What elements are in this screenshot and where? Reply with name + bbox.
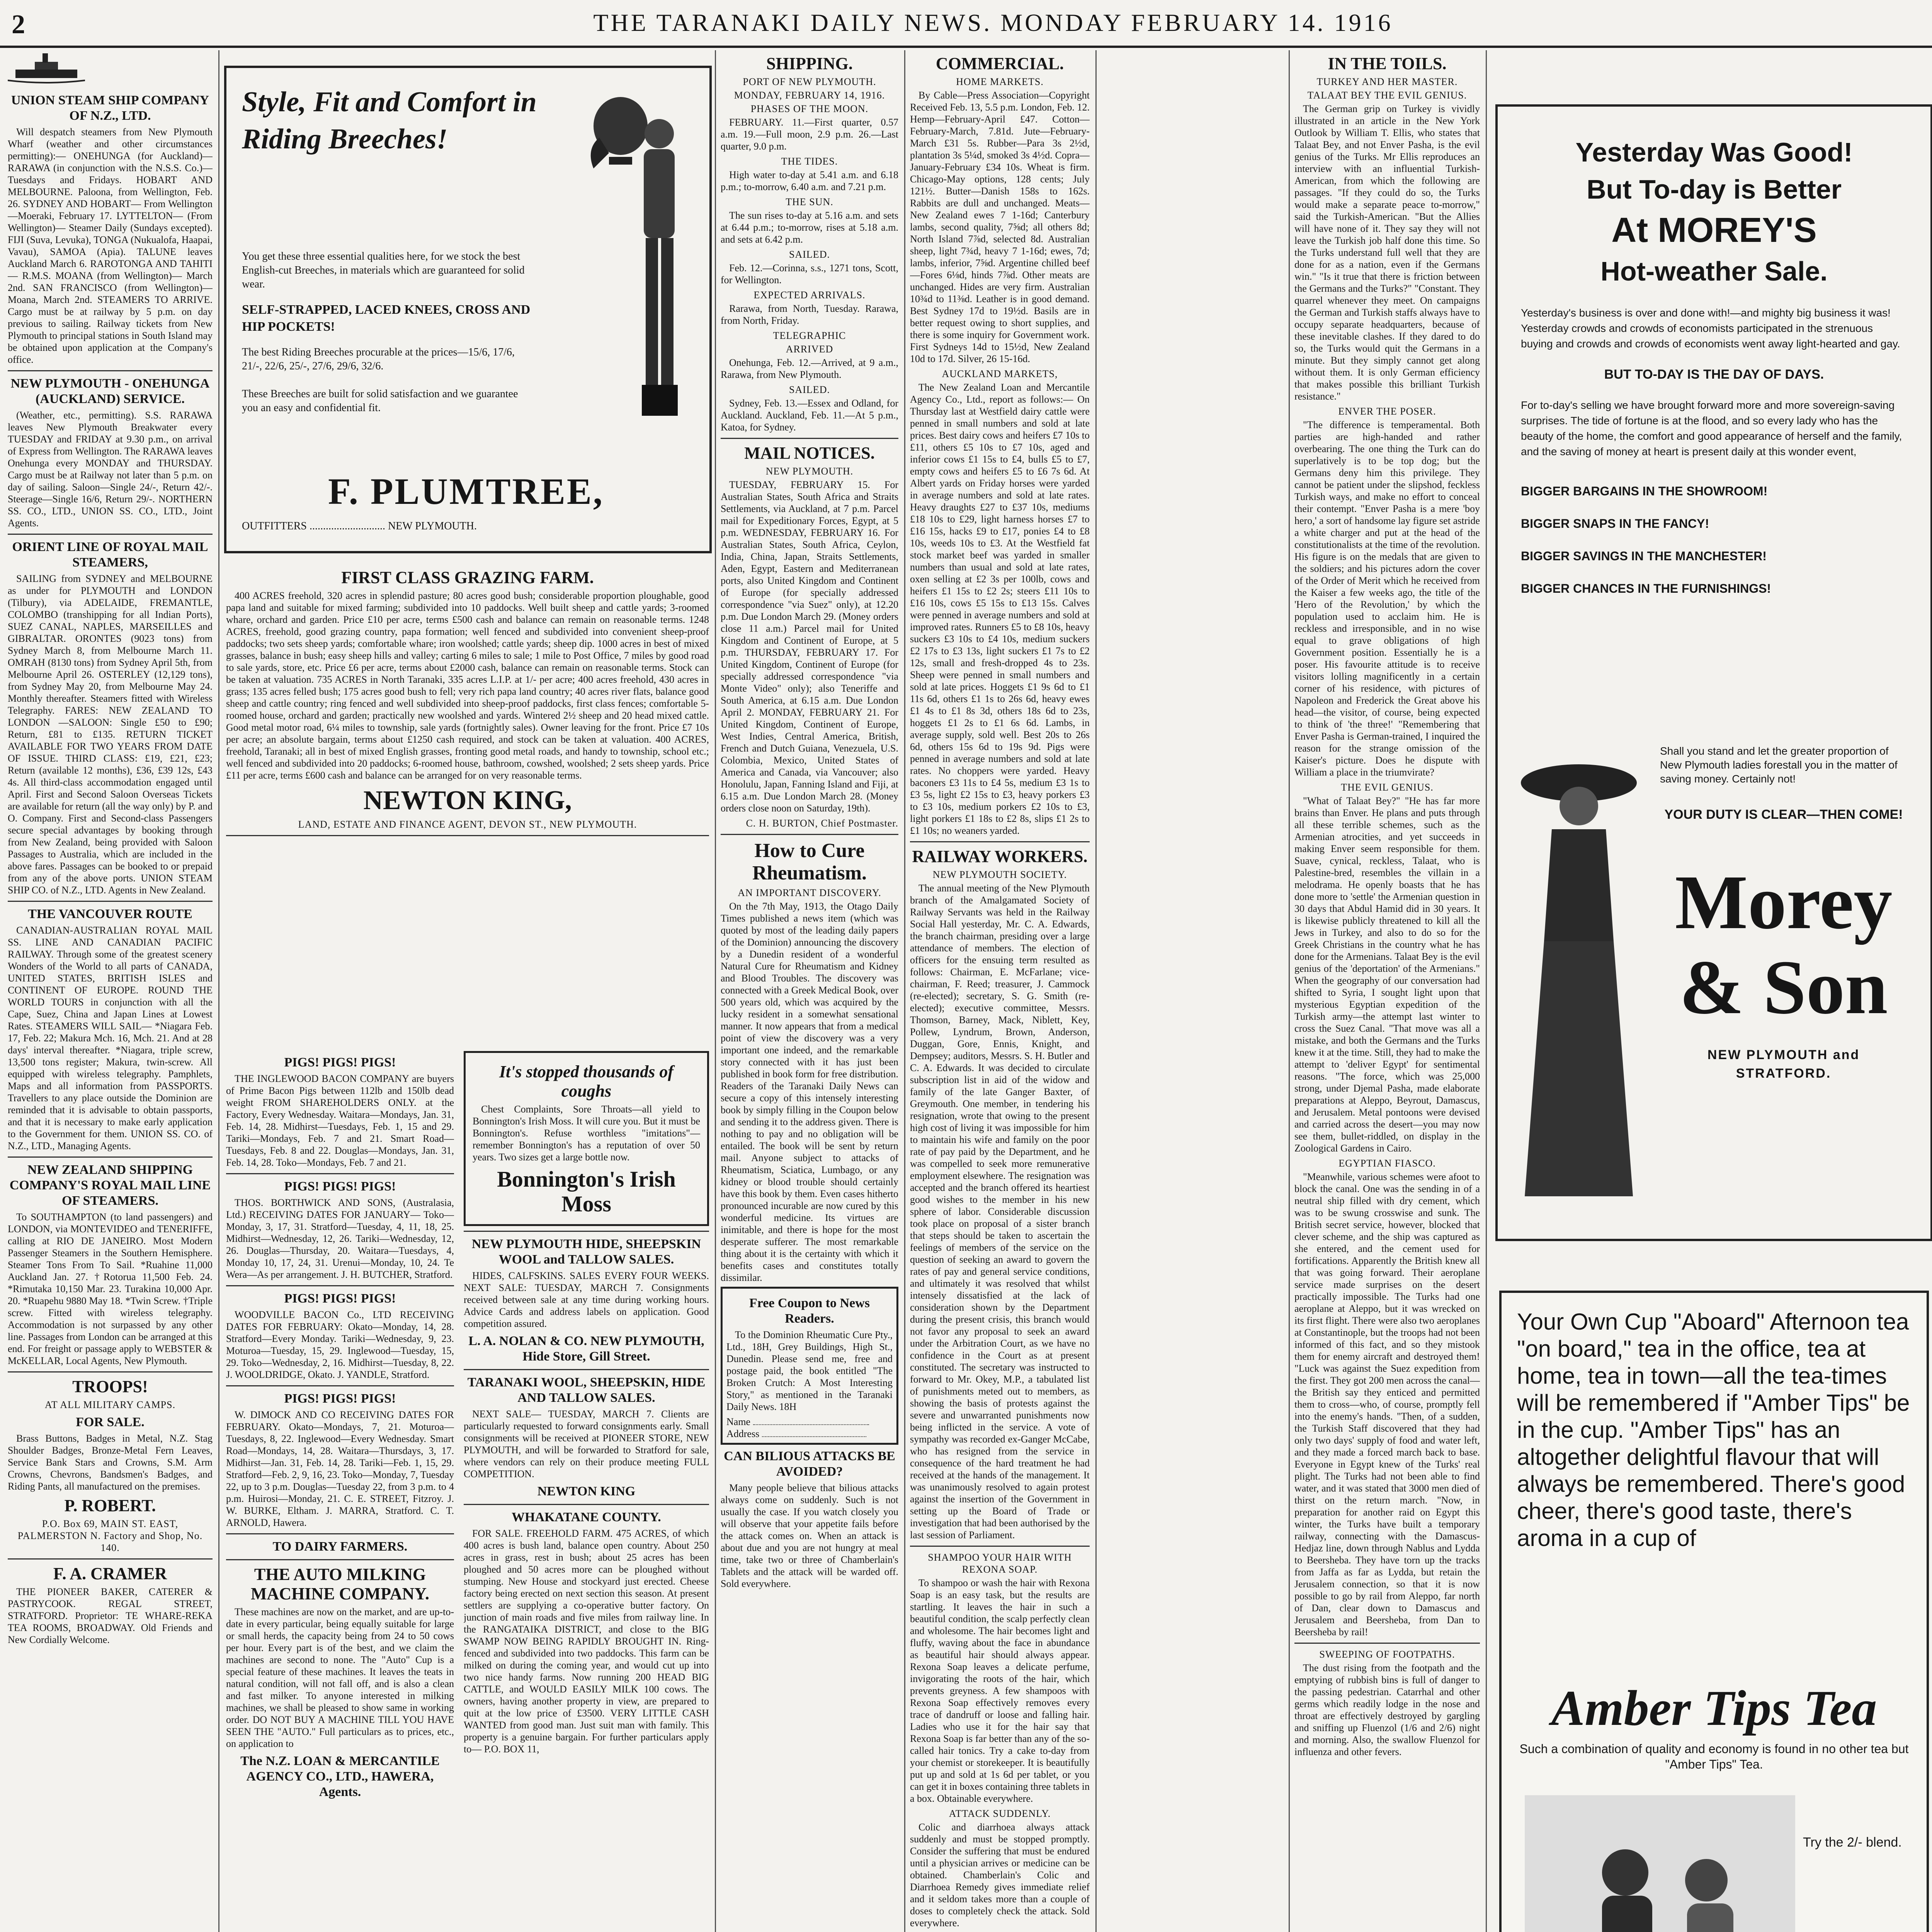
shampoo-heading: SHAMPOO YOUR HAIR WITH REXONA SOAP. — [928, 1552, 1072, 1575]
masthead-rule — [0, 46, 1932, 48]
separator — [464, 1231, 709, 1232]
footpaths-heading: SWEEPING OF FOOTPATHS. — [1319, 1649, 1455, 1660]
morey-bargain-manchester: BIGGER SAVINGS IN THE MANCHESTER! — [1521, 549, 1767, 563]
hide-body: HIDES, CALFSKINS. SALES EVERY FOUR WEEKS. NEXT SALE: TUESDAY, MARCH 7. Consignments received between sale at any time during working hours. Advice Cards and address labels on application. Good competition assured. — [464, 1270, 709, 1329]
union-body: Will despatch steamers from New Plymouth Wharf (weather and other circumstances permitting):— ONEHUNGA (for Auckland)— RARAWA (in conjunction with the N.S.S. Co.)—Tuesdays and Fridays. HOBART AND MELBOURNE. Paloona, from Wellington, Feb. 26. SYDNEY AND HOBART— From Wellington—Moeraki, February 17. LYTTELTON— (From Wellington)— Steamer Daily (Sundays excepted). FIJI (Suva, Levuka), TONGA (Nukualofa, Haapai, Vavau), SAMOA (Apia). TALUNE leaves Auckland March 6. RAROTONGA AND TAHITI— R.M.S. MOANA (from Wellington)— March 2nd. SAN FRANCISCO (from Wellington)— Moana, March 2nd. STEAMERS TO ARRIVE. Cargo must be at railway by 5 p.m. on day previous to sailing. Railway tickets from New Plymouth to principal stations in South Island may be obtained upon application at the Company's office. — [8, 126, 213, 365]
fiasco-body: "Meanwhile, various schemes were afoot to block the canal. One was the sending in of a neutral ship filled with dry cement, which was to be swung crosswise and sunk. The British secret service, however, blocked that clever scheme, and the ship was captured as she entered, and the cement used for fortifications. Apparently the British knew all that was going forward. Their aeroplane service made surprises on the desert practically impossible. The Turks had one aeroplane at Aleppo, but it was wrecked on its first flight. There were also two aeroplanes at Constantinople, but the troops had not been informed of this fact, and so they mistook them for enemy aircraft and destroyed them! "Luck was against the Suez expedition from the first. They got 200 men across the canal—the British say they enticed and permitted them to cross—who, of course, promptly fell into the enemy's hands. "Then, of a sudden, the Turkish Staff discovered that they had only two days' supply of food and water left, and they made a forced march back to base. Everyone in Egypt knew of the Turks' real plight. The Turks had not been able to find water, and it was stated that 3000 men died of thirst on the return march. "Now, in preparation for another raid on Egypt this winter, the Turks have built a temporary railway, connecting with the Damascus-Hedjaz line, down through Nablus and Lydda to Beersheba. They have torn up the tracks from Jaffa as far as Lydda, but retain the Jerusalem connection, so that it is now possible to go by rail from Aleppo, far north of Dan, clear down to Damascus and Jerusalem and Beersheba, from Dan to Beersheba by rail! — [1294, 1171, 1480, 1638]
farm-body: 400 ACRES freehold, 320 acres in splendid pasture; 80 acres good bush; considerable proportion ploughable, good papa land and suitable for mixed farming; subdivided into 10 paddocks. Well built sheep and cattle yards; 3-roomed whare, orchard and garden. Price £10 per acre, terms £500 cash and balance can remain on reasonable terms. 1248 ACRES, freehold, good grazing country, papa formation; well fenced and subdivided into convenient sheep-proof paddocks; two sets sheep yards; comfortable whare; iron woolshed; cattle yards; sheep dip. 1000 acres in best of mixed grasses, balance in bush; easy sheep hills and valley; carting 6 miles to sale; 1 mile to Post Office, 7 miles by good road to sale yards, store, etc. Price £6 per acre, terms about £2000 cash, balance can remain on reasonable terms. Stock can be taken at valuation. 735 ACRES in North Taranaki, 335 acres L.I.P. at 1/- per acre; 400 acres freehold, 430 acres in grass; 135 acres felled bush; 175 acres good bush to fell; very rich papa land country; 40 acres river flats, balance good sheep and cattle country; ring fenced and well subdivided into sheep-proof paddocks, first class fences; comfortable 5-roomed house, orchard and garden; practically new woolshed and yards. Wintered 2½ sheep and 20 head mixed cattle. Good metal motor road, 6¼ miles to township, sale yards (fortnightly sales). Owner leaving for the front. Price £7 10s per acre; an absolute bargain, terms about £1250 cash required, and stock can be taken at valuation. 400 ACRES, freehold, Taranaki; all in best of mixed English grasses, fronting good metal roads, and handy to township, school etc.; well fenced and subdivided into 20 paddocks; 6-roomed house, bathroom, cowshed, woolshed; 2 sets sheep yards. Price £11 per acre, terms £600 cash and balance can be arranged for on very reasonable terms. — [226, 590, 709, 781]
separator — [8, 1371, 213, 1372]
vancouver-body: CANADIAN-AUSTRALIAN ROYAL MAIL SS. LINE AND CANADIAN PACIFIC RAILWAY. Through some of the greatest scenery Wonders of the World to all parts of CANADA, UNITED STATES, BRITISH ISLES and CONTINENT OF EUROPE. ROUND THE WORLD TOURS in conjunction with all the Cape, Suez, China and Japan Lines at Lowest Rates. STEAMERS WILL SAIL— *Niagara Feb. 17, Feb. 22; Makura Mch. 16, Mch. 21. And at 28 days' interval thereafter. *Niagara, triple screw, 13,500 tons register; Makura, twin-screw. All equipped with wireless telegraphy. Pamphlets, Maps and all information from PASSPORTS. Travellers to any place outside the Dominion are reminded that it is advisable to obtain passports, and that it is necessary to make early application to the Government for them. UNION SS. CO. of N.Z., LTD., Managing Agents. — [8, 925, 213, 1151]
separator — [464, 1369, 709, 1370]
column-commercial — [910, 50, 1090, 1932]
coupon-name-label: Name — [726, 1416, 751, 1427]
column-divider — [218, 50, 219, 1932]
toils-heading: IN THE TOILS. — [1328, 54, 1447, 73]
port-date: MONDAY, FEBRUARY 14, 1916. — [734, 90, 885, 101]
morey-banner: BUT TO-DAY IS THE DAY OF DAYS. — [1604, 367, 1824, 382]
masthead — [0, 0, 1932, 46]
column-divider — [904, 50, 905, 1932]
riding-breeches-ad — [224, 66, 712, 553]
column-in-the-toils — [1294, 50, 1480, 1932]
talaat-heading: TALAAT BEY THE EVIL GENIUS. — [1307, 90, 1467, 101]
troops-subheading: AT ALL MILITARY CAMPS. — [44, 1399, 176, 1410]
morey-brand2: & Son — [1679, 945, 1888, 1030]
enver-body: "The difference is temperamental. Both parties are high-handed and rather overbearing. The one thing the Turk can do superlatively is to be top dog; but the Germans deny him this privilege. They cannot be patient under the slipshod, feckless Turkish ways, and make no effort to conceal their contempt. "Enver Pasha is a mere 'boy hero,' a sort of handsome lay figure set astride a white charger and put at the head of the constitutionalists at the time of the revolution. His figure is on the medals that are given to the soldiers; and his pictures adorn the cover of the Order of Merit which he received from the Kaiser a few weeks ago, the title of the 'Hero of the Revolution,' by which the population used to acclaim him. He is reckless and irresponsible, and in no wise equal to grave obligations of high Government position. Essentially he is a poser. His favourite attitude is to receive visitors lolling magnificently in a certain corner of his residence, with pictures of Napoleon and Frederick the Great above his head—the visitor, of course, being expected to think of 'the three!' "Remembering that Enver Pasha is German-trained, I inquired the reason for the strange omission of the Kaiser's picture. Does he dispute with William a place in the triumvirate? — [1294, 419, 1480, 778]
morey-para2: For to-day's selling we have brought forward more and more sovereign-saving surprises. The tide of fortune is at the flood, and so every lady who has the beauty of the home, the comfort and good appearance of herself and the family, and the saving of money at heart is present daily at this wonder event, — [1521, 399, 1902, 457]
genius-body: "What of Talaat Bey?" "He has far more brains than Enver. He plans and puts through all these terrible schemes, such as the Armenian atrocities, and yet succeeds in making Enver seem responsible for them. Suave, cynical, reckless, Talaat, who is Palestine-bred, resembles the villain in a melodrama. He openly boasts that he has done more to 'settle' the Armenian question in 30 days that Abdul Hamid did in 30 years. It is likewise publicly threatened to kill all the Jews in Turkey, and also to do so for the Greek Christians in the country what he has done for the Armenians. Talaat Bey is the evil genius of the 'deportation' of the Armenians." When the geography of our conversation had shifted to Syria, I sought light upon that mysterious Egyptian expedition of the Turkish army—the attempt last winter to cross the Suez Canal. "That move was all a mistake, and both the Germans and the Turks knew it at the time. Still, they had to make the attempt to 'deliver Egypt' for sentimental reasons. "The force, which was 25,000 strong, under Djemal Pasha, made elaborate preparations at Aleppo, Beyrout, Damascus, and Jerusalem. Metal pontoons were devised and carried across the desert—you may now see them, bullet-riddled, on display in the Zoological Gardens in Cairo. — [1294, 795, 1480, 1154]
whakatane-heading: WHAKATANE COUNTY. — [512, 1510, 661, 1524]
morey-bargain-showroom: BIGGER BARGAINS IN THE SHOWROOM! — [1521, 484, 1768, 498]
genius-heading: THE EVIL GENIUS. — [1341, 782, 1434, 793]
milking-agent: The N.Z. LOAN & MERCANTILE AGENCY CO., LTD., HAWERA, Agents. — [240, 1754, 440, 1799]
morey-line2: But To-day is Better — [1587, 174, 1842, 204]
morey-line4: Hot-weather Sale. — [1600, 256, 1828, 286]
breeches-assurance: These Breeches are built for solid satisfaction and we guarantee you an easy and confidential fit. — [242, 388, 518, 414]
pigs2-heading: PIGS! PIGS! PIGS! — [284, 1179, 396, 1194]
coupon-heading: Free Coupon to News Readers. — [749, 1296, 870, 1326]
sun-heading: THE SUN. — [786, 196, 833, 207]
enver-heading: ENVER THE POSER. — [1338, 406, 1436, 417]
amber-try: Try the 2/- blend. — [1803, 1835, 1902, 1850]
pigs1-heading: PIGS! PIGS! PIGS! — [284, 1055, 396, 1070]
tallow-heading: TARANAKI WOOL, SHEEPSKIN, HIDE AND TALLOW SALES. — [467, 1375, 706, 1405]
coughs-ad — [464, 1051, 709, 1226]
pigs3-heading: PIGS! PIGS! PIGS! — [284, 1291, 396, 1306]
separator — [910, 841, 1090, 842]
port-heading: PORT OF NEW PLYMOUTH. — [743, 76, 876, 87]
morey-duty: YOUR DUTY IS CLEAR—THEN COME! — [1664, 807, 1903, 822]
auckland-markets-body: The New Zealand Loan and Mercantile Agency Co., Ltd., report as follows:— On Thursday last at Westfield dairy cattle were penned in small numbers and sold at late prices. Best dairy cows and heifers £7 10s to £11, others £5 10s to £7 10s, aged and inferior cows £1 15s to £4, bulls £5 to £7, empty cows and heifers £5 to £6 7s 6d. At Albert yards on Friday horses were yarded in average numbers and sold at late rates. Heavy draughts £27 to £37 10s, mediums £18 10s to £29, light harness horses £7 to £16 15s, hacks £9 to £17, ponies £4 to £8 10s, weeds 10s to £3. At the Westfield fat stock market beef was yarded in smaller numbers than usual and sold at late rates, oxen selling at £2 3s per 100lb, cows and heifers £1 15s to £2 2s; steers £11 10s to £16 10s, cows £5 15s to £13 15s. Calves were penned in average numbers and sold at improved rates. Runners £5 to £8 10s, heavy suckers £3 10s to £4 10s, medium suckers £2 17s to £3 13s, light suckers £1 7s to £2 12s, small and fresh-dropped 4s to 23s. Sheep were penned in small numbers and sold at late prices. Hoggets £1 9s 6d to £1 11s 6d, others £1 1s to 26s 6d, heavy ewes £1 4s to £1 8s 3d, others 18s 6d to 23s, hoggets £1 2s to £1 6s 6d. Lambs, in average supply, sold well. Best 20s to 26s 6d, others 15s 6d to 19s 9d. Pigs were penned in average numbers and sold at late rates. No choppers were yarded. Heavy baconers £3 11s to £4 5s, medium £3 1s to £3 5s, light £2 15s to £3, heavy porkers £3 to £3 10s, medium porkers £2 10s to £3, light porkers £1 18s to £2 8s, slips £1 2s to £1 10s; no weaners yarded. — [910, 382, 1090, 836]
hide-heading: NEW PLYMOUTH HIDE, SHEEPSKIN WOOL and TALLOW SALES. — [471, 1237, 701, 1267]
separator — [226, 835, 709, 836]
arrivals-heading: EXPECTED ARRIVALS. — [753, 289, 866, 301]
separator — [226, 1285, 454, 1286]
separator — [721, 438, 898, 439]
moon-body: FEBRUARY. 11.—First quarter, 0.57 a.m. 19.—Full moon, 2.9 p.m. 26.—Last quarter, 9.0 p.m. — [721, 117, 898, 152]
coughs-brand: Bonnington's Irish Moss — [497, 1167, 676, 1216]
separator — [464, 1504, 709, 1505]
fiasco-heading: EGYPTIAN FIASCO. — [1338, 1158, 1436, 1169]
morey-sale-ad — [1495, 104, 1932, 1241]
cramer-name: F. A. CRAMER — [53, 1564, 167, 1583]
newton-king-name: NEWTON KING, — [363, 786, 572, 815]
newton-king-address: LAND, ESTATE AND FINANCE AGENT, DEVON ST., NEW PLYMOUTH. — [298, 819, 637, 830]
troops-heading: TROOPS! — [72, 1377, 148, 1396]
sun-body: The sun rises to-day at 5.16 a.m. and sets at 6.44 p.m.; to-morrow, rises at 5.18 a.m. and sets at 6.42 p.m. — [721, 210, 898, 245]
morey-line1: Yesterday Was Good! — [1575, 137, 1853, 167]
morey-para3: Shall you stand and let the greater proportion of New Plymouth ladies forestall you in the matter of saving money. Certainly not! — [1660, 745, 1898, 785]
bilious-heading: CAN BILIOUS ATTACKS BE AVOIDED? — [724, 1449, 895, 1479]
amber-lead: Your Own Cup "Aboard" Afternoon tea "on board," tea in the office, tea at home, tea in town—all the tea-times will be remembered if "Amber Tips" be in the cup. "Amber Tips" has an altogether delightful flavour that will always be remembered. There's good cheer, there's good taste, there's aroma in a cup of — [1517, 1309, 1910, 1551]
talaat-body: The German grip on Turkey is vividly illustrated in an article in the New York Outlook by William T. Ellis, who states that Talaat Bey, and not Enver Pasha, is the evil genius of the Turks. Mr Ellis reproduces an interview with an influential Turkish-American, from which the following are passages. "If they could do so, the Turks would make a separate peace to-morrow," said the Turkish-American. "But the Allies will have none of it. They say they will not leave the Turkish job half done this time. So the Turks understand full well that they are done for as a nation, even if the Germans win." "Is it true that there is friction between the Germans and the Turks?" "Constant. They quarrel whenever they meet. On campaigns the German and Turkish staffs always have to occupy separate headquarters, because of these inevitable clashes. If they dared to do so, the Turks would quit the Germans in a minute. But they simply cannot get along without them. It is only German efficiency that makes possible this brilliant Turkish resistance." — [1294, 103, 1480, 402]
coupon-body: To the Dominion Rheumatic Cure Pty., Ltd., 18H, Grey Buildings, High St., Dunedin. Please send me, free and postage paid, the book entitled "The Broken Crutch: A Most Interesting Story," as mentioned in the Taranaki Daily News. 18H — [726, 1329, 893, 1412]
amber-tips-ad — [1499, 1291, 1929, 1932]
telegraphic-heading: TELEGRAPHIC — [773, 330, 846, 341]
attack-heading: ATTACK SUDDENLY. — [949, 1808, 1051, 1819]
robert-name: P. ROBERT. — [64, 1496, 156, 1515]
dairy-heading: TO DAIRY FARMERS. — [272, 1539, 408, 1554]
robert-address: P.O. Box 69, MAIN ST. EAST, PALMERSTON N. Factory and Shop, No. 140. — [17, 1518, 203, 1553]
column-divider — [1095, 50, 1097, 1932]
amber-brand: Amber Tips Tea — [1551, 1680, 1877, 1736]
farm-heading: FIRST CLASS GRAZING FARM. — [341, 568, 594, 587]
steamship-icon — [8, 50, 85, 85]
whakatane-body: FOR SALE. FREEHOLD FARM. 475 ACRES, of which 400 acres is bush land, balance open country. About 250 acres in grass, rest in bush; about 25 acres has been ploughed and 50 acres more can be ploughed without stumping. New House and stockyard just erected. Cheese factory being erected on next section this season. At present settlers are supplying a co-operative butter factory. On junction of main roads and five miles from railway line. In the RANGATAIKA DISTRICT, and close to the BIG SWAMP NOW BEING RAPIDLY BROUGHT IN. Ring-fenced and subdivided into two paddocks. This farm can be milked on during the coming year, and would cut up into two nice handy farms. Now running 200 HEAD BIG CATTLE, and WOULD EASILY MILK 100 cows. The owners, having another property in view, are prepared to quit at the low price of £3500. VERY LITTLE CASH WANTED from good man. Just suit man with family. This property is a genuine bargain. For further particulars apply to— P.O. BOX 11, — [464, 1528, 709, 1755]
sailed2-heading: SAILED. — [789, 384, 830, 395]
troops-body: Brass Buttons, Badges in Metal, N.Z. Stag Shoulder Badges, Bronze-Metal Fern Leaves, Service Bank Stars and Crowns, S.M. Arm Crowns, Chevrons, Bandsmen's Badges, and Riding Pants, all manufactured on the premises. — [8, 1433, 213, 1492]
separator — [226, 1559, 454, 1560]
breeches-intro: You get these three essential qualities here, for we stock the best English-cut Breeches, in materials which are guaranteed for solid wear. — [242, 250, 525, 290]
commercial-heading: COMMERCIAL. — [935, 54, 1064, 73]
nzshipping-heading: NEW ZEALAND SHIPPING COMPANY'S ROYAL MAIL LINE OF STEAMERS. — [9, 1163, 211, 1208]
mail-heading: MAIL NOTICES. — [744, 444, 875, 463]
separator — [910, 1546, 1090, 1547]
column-divider — [1486, 50, 1487, 1932]
onehunga-heading: NEW PLYMOUTH - ONEHUNGA (AUCKLAND) SERVICE. — [10, 376, 210, 406]
page-number: 2 — [12, 10, 25, 39]
tallow-body: NEXT SALE— TUESDAY, MARCH 7. Clients are particularly requested to forward consignments early. Small consignments will be received at PIONEER STORE, NEW PLYMOUTH, and will be forwarded to Stratford for sale, where vendors can rely on their produce meeting FULL COMPETITION. — [464, 1408, 709, 1480]
separator — [1294, 1643, 1480, 1644]
separator — [8, 1558, 213, 1560]
orient-body: SAILING from SYDNEY and MELBOURNE as under for PLYMOUTH and LONDON (Tilbury), via ADELAIDE, FREMANTLE, COLOMBO (transhipping for all Indian Ports), SUEZ CANAL, NAPLES, MARSEILLES and GIBRALTAR. ORONTES (9023 tons) from Sydney March 8, from Melbourne March 11. OMRAH (8130 tons) from Sydney April 5th, from Melbourne April 26. OSTERLEY (12,129 tons), from Sydney May 20, from Melbourne May 24. Monthly thereafter. Steamers fitted with Wireless Telegraphy. FARES: NEW ZEALAND TO LONDON —SALOON: Single £50 to £90; Return, £81 to £135. RETURN TICKET AVAILABLE FOR TWO YEARS FROM DATE OF ISSUE. THIRD CLASS: £19, £21, £23; Return (available 12 months), £36, £39 12s, £43 4s. All third-class accommodation engaged until April. First and Second Saloon Overseas Tickets are available for return (all the way only) by P. and O. Company. First and Second-class Passengers secure special advantages by booking through from New Zealand, being provided with Saloon Passages to Australia, which are included in the above fares. Passages can be booked to or prepaid from any of the above ports. UNION STEAM SHIP CO. of N.Z., LTD. Agents in New Zealand. — [8, 573, 213, 896]
rheumatism-body: On the 7th May, 1913, the Otago Daily Times published a news item (which was quoted by most of the leading daily papers of the Dominion) announcing the discovery by a Dunedin resident of a wonderful Natural Cure for Rheumatism and Kidney and Blood Troubles. The discovery was connected with a Greek Medical Book, over 500 years old, which was acquired by the lucky resident in a somewhat sensational manner. It now appears that from a medical point of view the discovery was a very important one indeed, and the remarkable story connected with it has just been published in book form for free distribution. Readers of the Taranaki Daily News can secure a copy of this intensely interesting book by simply filling in the Coupon below and sending it to the address given. There is nothing to pay and no obligation will be entailed. The book will be sent by return mail. Anyone subject to attacks of Rheumatism, Sciatica, Lumbago, or any kidney or blood trouble should certainly have this book by them. Even cases hitherto pronounced incurable are now cured by this wonderful medicine. Its virtues are inimitable, and there is hope for the most desperate sufferer. The most remarkable thing about it is the certainty with which it benefits cases and constitutes totally dissimilar. — [721, 901, 898, 1283]
sailed-body: Feb. 12.—Corinna, s.s., 1271 tons, Scott, for Wellington. — [721, 262, 898, 286]
morey-line3: At MOREY'S — [1611, 211, 1817, 250]
separator — [721, 834, 898, 835]
mail-signature: C. H. BURTON, Chief Postmaster. — [746, 818, 898, 829]
coupon-address-label: Address — [726, 1428, 760, 1439]
pigs3-body: WOODVILLE BACON Co., LTD RECEIVING DATES FOR FEBRUARY: Okato—Monday, 14, 28. Stratford—Every Monday. Tariki—Wednesday, 9, 23. Moturoa—Tuesday, 15, 29. Inglewood—Tuesday, 15, 29. Toko—Wednesday, 2, 16. Midhirst—Tuesday, 8, 22. J. WOOLDRIDGE, Okato. J. YANDLE, Stratford. — [226, 1309, 454, 1380]
sailed-heading: SAILED. — [789, 249, 830, 260]
pigs-column — [226, 1051, 454, 1932]
bilious-body: Many people believe that bilious attacks always come on suddenly. Such is not usually the case. If you watch closely you will observe that your appetite fails before the attack comes on. When an attack is about due and you are not hungry at meal time, take two or three of Chamberlain's Tablets and the attack will be warded off. Sold everywhere. — [721, 1482, 898, 1589]
toils-subheading: TURKEY AND HER MASTER. — [1316, 76, 1458, 87]
tides-body: High water to-day at 5.41 a.m. and 6.18 p.m.; to-morrow, 6.40 a.m. and 7.21 p.m. — [721, 169, 898, 192]
merchant-name: F. PLUMTREE, — [328, 471, 604, 512]
morey-bargain-fancy: BIGGER SNAPS IN THE FANCY! — [1521, 517, 1709, 531]
column-shipping-ads — [8, 50, 213, 1932]
breeches-prices: The best Riding Breeches procurable at the prices—15/6, 17/6, 21/-, 22/6, 25/-, 27/6, 29/6, 32/6. — [242, 346, 515, 372]
railway-heading: RAILWAY WORKERS. — [912, 847, 1088, 866]
home-markets-body: By Cable—Press Association—Copyright Received Feb. 13, 5.5 p.m. London, Feb. 12. Hemp—February-April £47. Cotton—February-March, 7.81d. Jute—February-March £31 5s. Rubber—Para 3s 2½d, plantation 3s 5¼d, smoked 3s 4½d. Copra—January-February £34 10s. Wheat is firm. Chicago-May options, 128 cents; July 121½. Butter—Danish 158s to 162s. Rabbits are dull and unchanged. Meats—New Zealand ewes 7 1-16d; Canterbury lambs, second quality, 7⅝d; all others 8d; North Island 7⅞d, selected 8d. Australian sheep, light 7¾d, heavy 7 1-16d; ewes, 7d; lambs, inferior, 7⅝d. Argentine chilled beef—Fores 6⅛d, hinds 7⅞d. Other meats are unchanged. Hides are very firm. Australian 10¾d to 11⅜d. Leather is in good demand. Best Sydney 17d to 19½d. Basils are in better request owing to short supplies, and there is some inquiry for Government work. First Sydneys 14d to 15½d, New Zealand 10d to 17d. Silver, 26 15-16d. — [910, 90, 1090, 364]
separator — [226, 1173, 454, 1174]
separator — [226, 1533, 454, 1534]
shipping-heading: SHIPPING. — [766, 54, 853, 73]
coupon-address-field[interactable] — [726, 1428, 893, 1440]
morey-bargains — [1521, 475, 1907, 605]
morey-location: NEW PLYMOUTH and STRATFORD. — [1707, 1048, 1860, 1081]
coupon-name-field[interactable] — [726, 1416, 893, 1428]
separator — [8, 901, 213, 902]
arrived-heading: ARRIVED — [786, 344, 833, 355]
column-divider — [715, 50, 716, 1932]
pigs2-body: THOS. BORTHWICK AND SONS, (Australasia, Ltd.) RECEIVING DATES FOR JANUARY— Toko—Monday, 3, 17, 31. Stratford—Tuesday, 4, 11, 18, 25. Midhirst—Wednesday, 12, 26. Tariki—Wednesday, 12, 26. Douglas—Thursday, 20. Waitara—Tuesdays, 4, Monday 10, 17, 24, 31. Urenui—Monday, 10, 24. Te Wera—As per arrangement. J. H. BUTCHER, Stratford. — [226, 1197, 454, 1280]
pigs4-heading: PIGS! PIGS! PIGS! — [284, 1391, 396, 1406]
column-divider — [1289, 50, 1290, 1932]
steamship-illustration — [8, 50, 213, 89]
separator — [8, 534, 213, 535]
separator — [8, 370, 213, 371]
footpaths-body: The dust rising from the footpath and the emptying of rubbish bins is full of danger to the passing pedestrian. Catarrhal and other germs which readily lodge in the nose and throat are effectively destroyed by gargling and sniffing up Fluenzol (1/6 and 2/6) night and morning. Also, the swallow Fluenzol for influenza and other fevers. — [1294, 1662, 1480, 1757]
amber-slogan — [1803, 1930, 1919, 1932]
coughs-body: Chest Complaints, Sore Throats—all yield to Bonnington's Irish Moss. It will cure you. But it must be Bonnington's. Refuse worthless "imitations"—remember Bonnington's has a reputation of over 50 years. Two sizes get a large bottle now. — [473, 1104, 700, 1163]
milking-body: These machines are now on the market, and are up-to-date in every particular, being equally suitable for large or small herds, the capacity being from 24 to 50 cows per hour. Every part is of the best, and we claim the machines are second to none. The "Auto" Cup is a special feature of these machines. It leaves the teats in natural condition, will not fall off, and is also a clean and fast milker. To anyone interested in milking machines, we shall be pleased to show same in working order. DO NOT BUY A MACHINE TILL YOU HAVE SEEN THE "AUTO." Full particulars as to prices, etc., on application to — [226, 1606, 454, 1749]
shampoo-body: To shampoo or wash the hair with Rexona Soap is an easy task, but the results are startling. It leaves the hair in such a beautiful condition, the scalp perfectly clean and wholesome. The hair becomes light and fluffy, waving about the face in abundance as beautiful hair should always appear. Rexona Soap leaves a delicate perfume, invigorating the roots of the hair, which prevents greyness. A few shampoos with Rexona Soap effectively removes every trace of dandruff or loose and falling hair. Ladies who use it for the hair say that Rexona Soap is far better than any of the so-called hair tonics. Try a cake to-day from your chemist or storekeeper. It is beautifully put up and sold at 1s 6d per tablet, or you can get it in boxes containing three tablets in a box. Obtainable everywhere. — [910, 1577, 1090, 1804]
tides-heading: THE TIDES. — [781, 156, 838, 167]
tea-party-illustration — [1525, 1795, 1795, 1932]
railway-body: The annual meeting of the New Plymouth branch of the Amalgamated Society of Railway Servants was held in the Railway Social Hall yesterday, Mr. C. A. Edwards, the branch chairman, presiding over a large attendance of members. The election of officers for the ensuing term resulted as follows: Chairman, E. McFarlane; vice-chairman, F. Reed; treasurer, J. Cammock (re-elected); secretary, S. G. Smith (re-elected); executive committee, Messrs. Thomson, Barney, Mack, Niblett, Key, Pollew, Lyndrum, Brown, Anderson, Duggan, Gore, Ennis, Knight, and Dempsey; auditors, Messrs. S. H. Butler and C. A. Edwards. It was decided to circulate subscription list in aid of the widow and family of the late Ganger Baxter, of Greymouth. One member, in tendering his resignation, wrote that owing to the present high cost of living it was impossible for him to maintain his wife and family on the poor rate of pay paid by the Department, and he was compelled to seek more remunerative employment elsewhere. The resignation was accepted and the branch offered its heartiest good wishes to the member in his new sphere of labor. Considerable discussion took place on proposal of a sister branch that steps should be taken to ascertain the feelings of members of the service on the question of seeking an award to govern the rates of pay and general service conditions, and ultimately it was resolved that whilst intensely dissatisfied at the lack of consideration shown by the Department during the present crisis, this branch would not favor any proposal to seek an award under the Arbitration Court, as we have no confidence in the Court as at present constituted. The secretary was instructed to forward to Mr. Okey, M.P., a tabulated list of punishments meted out to members, as showing the basis of protests against the severe and unwarranted punishments now being inflicted in the service. A vote of sympathy was recorded ex-Ganger McCabe, who has resigned from the service in consequence of the hard treatment he had received at the hands of the management. It was unanimously resolved to again protest against the insertion of the Government in setting up the Board of Trade or investigation that had been authorised by the last session of Parliament. — [910, 883, 1090, 1541]
sailed2-body: Sydney, Feb. 13.—Essex and Odland, for Auckland. Auckland, Feb. 11.—At 5 p.m., Katoa, for Sydney. — [721, 398, 898, 433]
mail-body: TUESDAY, FEBRUARY 15. For Australian States, South Africa and Straits Settlements, via Auckland, at 7 p.m. Parcel mail for Expeditionary Forces, Egypt, at 5 p.m. WEDNESDAY, FEBRUARY 16. For Australian States, South Africa, Ceylon, India, China, Japan, Straits Settlements, Aden, Egypt, Eastern and Mediterranean ports, also United Kingdom and Continent of Europe (for specially addressed correspondence "via Suez" only), at 12.20 p.m. Due London March 29. (Money orders close 11 a.m.) Parcel mail for United Kingdom and Continent of Europe, at 5 p.m. THURSDAY, FEBRUARY 17. For United Kingdom, Continent of Europe (for specially addressed correspondence "via Monte Video" only); also Teneriffe and South America, at 6.15 a.m. Due London April 2. MONDAY, FEBRUARY 21. For United Kingdom, Continent of Europe, West Indies, Central America, British, French and Dutch Guiana, Venezuela, U.S. Colombia, Mexico, United States of America and Canada, via Vancouver; also Honolulu, Japan, Fanning Island and Fiji, at 6.15 a.m. Due London March 28. (Money orders close noon on Saturday, 19th). — [721, 479, 898, 814]
vancouver-heading: THE VANCOUVER ROUTE — [28, 907, 192, 921]
horseman-illustration — [563, 91, 690, 431]
rheumatism-heading: How to Cure Rheumatism. — [752, 840, 867, 884]
home-markets-heading: HOME MARKETS. — [956, 76, 1044, 87]
breeches-headline: Style, Fit and Comfort in Riding Breeches! — [242, 86, 537, 155]
morey-para1: Yesterday's business is over and done with!—and mighty big business it was! Yesterday crowds and crowds of economists participated in the strenuous buying and crowds and crowds of economists went away light-hearted and gay. — [1521, 307, 1900, 350]
pigs4-body: W. DIMOCK AND CO RECEIVING DATES FOR FEBRUARY. Okato—Mondays, 7, 21. Moturoa—Tuesdays, 8, 22. Inglewood—Every Wednesday. Smart Road—Mondays, 14, 28. Waitara—Thursdays, 3, 17. Midhirst—Jan. 31, Feb. 14, 28. Tariki—Feb. 1, 15, 29. Stratford—Feb. 2, 9, 16, 23. Toko—Monday, 7, Tuesday 22, up to 3 p.m. Douglas—Tuesday 22, from 3 p.m. to 4 p.m. Huirosi—Monday, 21. C. E. STREET, Fitzroy. J. W. BURKE, Eltham. J. MARRA, Stratford. C. T. ARNOLD, Hawera. — [226, 1409, 454, 1528]
column-shipping-mail — [721, 50, 898, 1932]
milking-heading: THE AUTO MILKING MACHINE COMPANY. — [251, 1565, 429, 1603]
hide-agent: L. A. NOLAN & CO. NEW PLYMOUTH, Hide Store, Gill Street. — [468, 1334, 704, 1364]
pigs1-body: THE INGLEWOOD BACON COMPANY are buyers of Prime Bacon Pigs between 112lb and 150lb dead weight FROM SHAREHOLDERS ONLY. at the Factory, Every Wednesday. Waitara—Mondays, Jan. 31, Feb. 14, 28. Midhirst—Tuesdays, Feb. 1, 15 and 29. Tariki—Mondays, Feb. 7 and 21. Smart Road—Tuesdays, Feb. 8 and 22. Douglas—Mondays, Jan. 31, Feb. 14, 28. Toko—Mondays, Feb. 7 and 21. — [226, 1073, 454, 1168]
attack-body: Colic and diarrhoea always attack suddenly and must be stopped promptly. Consider the suffering that must be endured until a physician arrives or medicine can be obtained. Chamberlain's Colic and Diarrhoea Remedy gives immediate relief and it seldom takes more than a couple of doses to completely check the attack. Sold everywhere. — [910, 1821, 1090, 1929]
tallow-agent: NEWTON KING — [537, 1484, 636, 1498]
union-heading: UNION STEAM SHIP COMPANY OF N.Z., LTD. — [11, 93, 209, 123]
mail-subheading: NEW PLYMOUTH. — [765, 466, 854, 477]
orient-heading: ORIENT LINE OF ROYAL MAIL STEAMERS, — [12, 540, 208, 570]
newspaper-title: THE TARANAKI DAILY NEWS. MONDAY FEBRUARY 14. 1916 — [593, 9, 1393, 36]
arrived-body: Onehunga, Feb. 12.—Arrived, at 9 a.m., Rarawa, from New Plymouth. — [721, 357, 898, 380]
breeches-copy — [242, 250, 536, 415]
arrivals-body: Rarawa, from North, Tuesday. Rarawa, from North, Friday. — [721, 303, 898, 326]
hides-column — [464, 1051, 709, 1932]
free-coupon — [721, 1287, 898, 1445]
amber-tagline: Such a combination of quality and economy is found in no other tea but "Amber Tips" Tea. — [1519, 1742, 1909, 1771]
lady-illustration — [1509, 748, 1648, 1212]
moon-heading: PHASES OF THE MOON. — [750, 103, 869, 114]
morey-bargain-furnishings: BIGGER CHANCES IN THE FURNISHINGS! — [1521, 582, 1771, 595]
cramer-body: THE PIONEER BAKER, CATERER & PASTRYCOOK. REGAL STREET, STRATFORD. Proprietor: TE WHARE-REKA TEA ROOMS, BROADWAY. Old Friends and New Cordially Welcome. — [8, 1586, 213, 1645]
morey-brand1: Morey — [1675, 860, 1893, 945]
rheumatism-subheading: AN IMPORTANT DISCOVERY. — [738, 887, 881, 898]
breeches-feature: SELF-STRAPPED, LACED KNEES, CROSS AND HIP POCKETS! — [242, 303, 531, 334]
separator — [226, 1385, 454, 1386]
separator — [8, 1156, 213, 1158]
railway-subheading: NEW PLYMOUTH SOCIETY. — [932, 869, 1067, 880]
nzshipping-body: To SOUTHAMPTON (to land passengers) and LONDON, via MONTEVIDEO and TENERIFFE, calling at RIO DE JANEIRO. Most Modern Passenger Steamers in the Southern Hemisphere. Steamer Tons From To Sail. *Ruahine 11,000 Auckland Jan. 27. †Rotorua 11,500 Feb. 24. *Rimutaka 10,150 Mar. 23. Turakina 10,000 Apr. 20. *Ruapehu 9880 May 18. *Twin Screw. †Triple screw. Fitted with wireless telegraphy. Accommodation is not surpassed by any other line. Passages from London can be arranged at this end. For freight or passage apply to WEBSTER & McKELLAR, Local Agents, New Plymouth. — [8, 1211, 213, 1366]
troops-sale: FOR SALE. — [76, 1415, 145, 1429]
auckland-markets-heading: AUCKLAND MARKETS, — [942, 368, 1058, 379]
merchant-address: OUTFITTERS ............................ NEW PLYMOUTH. — [242, 520, 477, 532]
onehunga-body: (Weather, etc., permitting). S.S. RARAWA leaves New Plymouth Breakwater every TUESDAY and FRIDAY at 9.30 p.m., on arrival of Express from Wellington. The RARAWA leaves Onehunga every MONDAY and THURSDAY. Cargo must be at Railway not later than 5 p.m. on day of sailing. Saloon—Single 24/-, Return 42/-. Steerage—Single 16/6, Return 29/-. NORTHERN SS. CO., LTD., UNION SS. CO., LTD., Joint Agents. — [8, 410, 213, 529]
coughs-heading: It's stopped thousands of coughs — [499, 1062, 674, 1100]
